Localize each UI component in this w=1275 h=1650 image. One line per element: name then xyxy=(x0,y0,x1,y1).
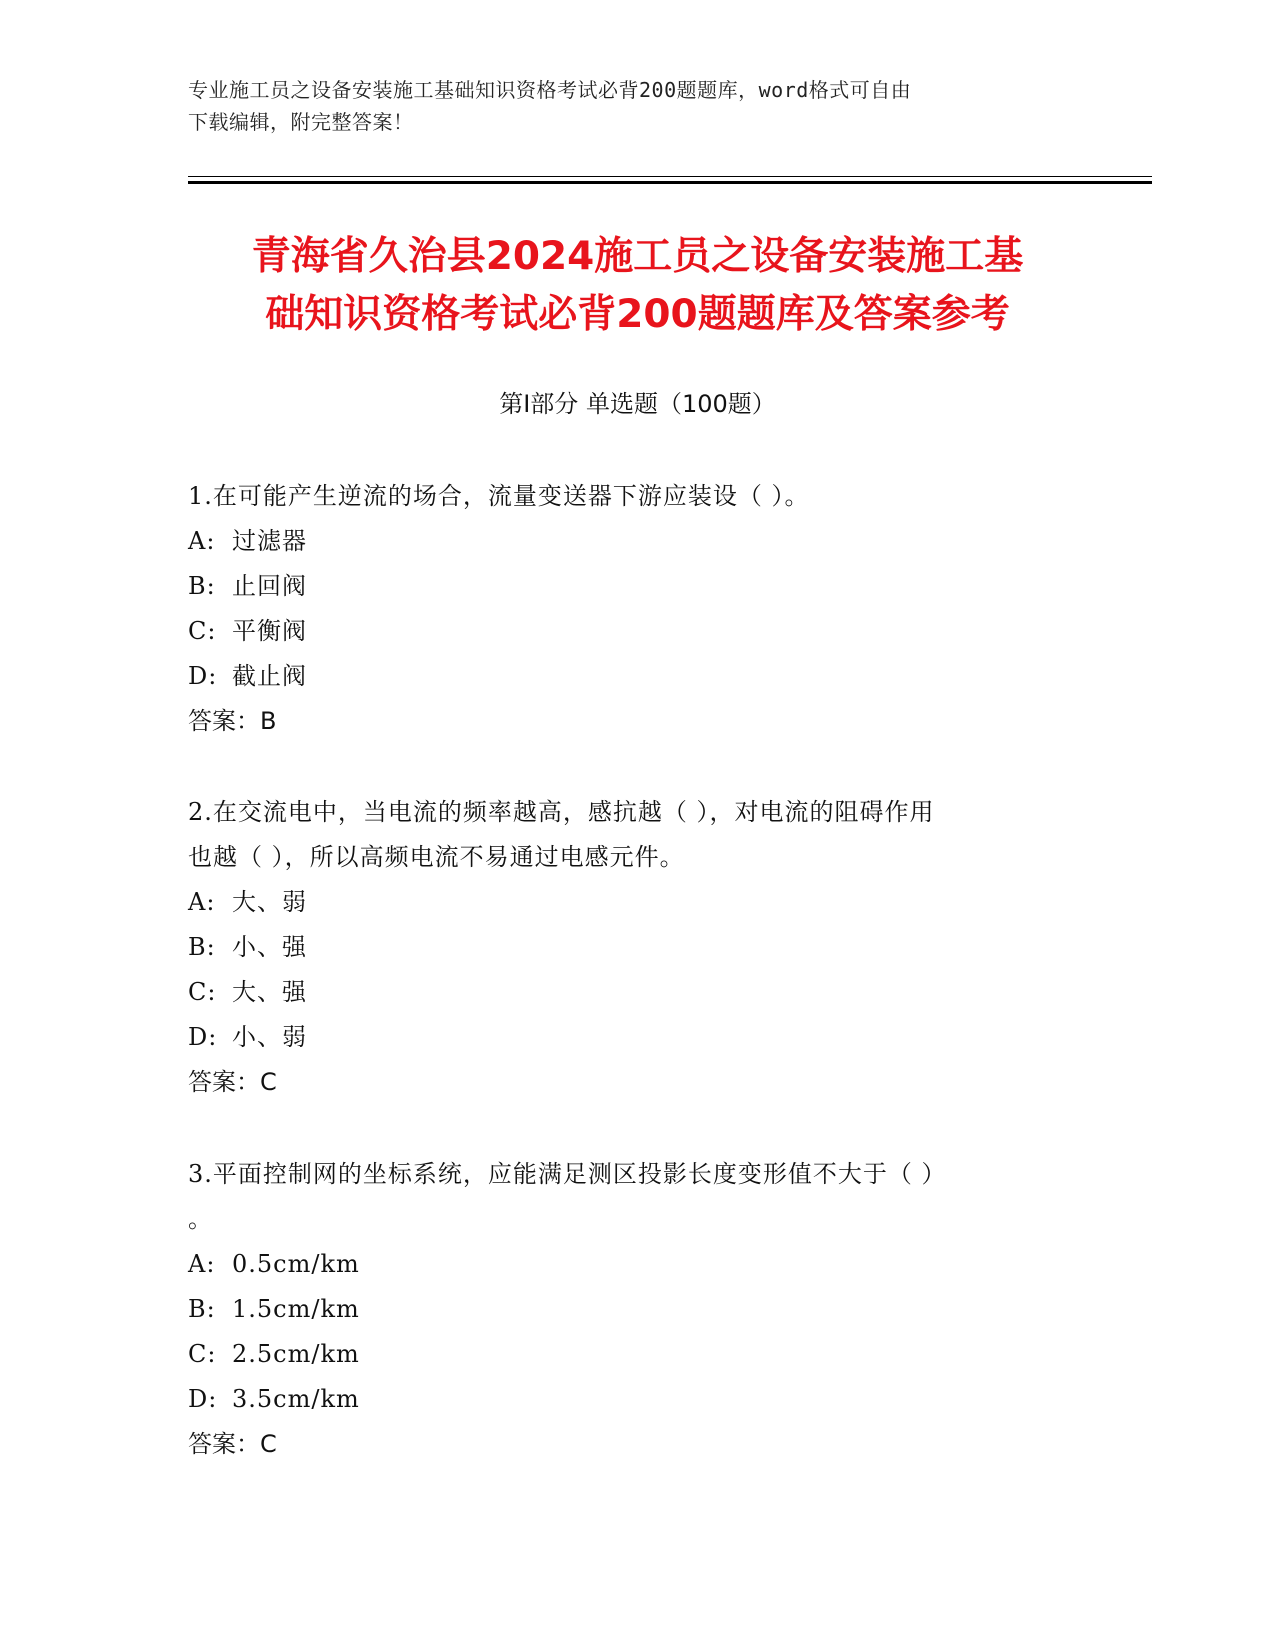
question-stem-line-1: 2.在交流电中，当电流的频率越高，感抗越（ ），对电流的阻碍作用 xyxy=(188,798,935,826)
option-text: 1.5cm/km xyxy=(232,1295,360,1323)
question-stem-line-2: 。 xyxy=(188,1205,213,1233)
question-stem-line-2: 也越（ ），所以高频电流不易通过电感元件。 xyxy=(188,843,685,871)
option-text: 大、强 xyxy=(232,978,307,1006)
option-c xyxy=(188,609,1088,654)
answer-line: 答案：B xyxy=(188,707,277,735)
option-key: C: xyxy=(188,978,217,1006)
option-b xyxy=(188,925,1088,970)
option-key: D: xyxy=(188,1385,218,1413)
option-text: 过滤器 xyxy=(232,527,307,555)
header-note-line-2: 下载编辑，附完整答案！ xyxy=(188,110,414,134)
option-c xyxy=(188,970,1088,1015)
option-text: 截止阀 xyxy=(232,662,307,690)
answer-line: 答案：C xyxy=(188,1068,277,1096)
question-stem: 1.在可能产生逆流的场合，流量变送器下游应装设（ ）。 xyxy=(188,482,810,510)
option-text: 3.5cm/km xyxy=(232,1385,360,1413)
option-d xyxy=(188,1377,1088,1422)
option-text: 小、强 xyxy=(232,933,307,961)
header-note xyxy=(188,74,1088,138)
option-text: 小、弱 xyxy=(232,1023,307,1051)
header-divider-thin xyxy=(188,176,1152,177)
option-a xyxy=(188,880,1088,925)
option-key: C: xyxy=(188,617,217,645)
answer-line: 答案：C xyxy=(188,1430,277,1458)
option-d xyxy=(188,1015,1088,1060)
option-a xyxy=(188,519,1088,564)
option-key: B: xyxy=(188,933,216,961)
question-1 xyxy=(188,474,1088,744)
option-key: D: xyxy=(188,662,218,690)
option-text: 止回阀 xyxy=(232,572,307,600)
option-text: 2.5cm/km xyxy=(232,1340,360,1368)
document-title-line-2: 础知识资格考试必背200题题库及答案参考 xyxy=(265,292,1010,337)
question-3 xyxy=(188,1152,1088,1467)
section-title: 第Ⅰ部分 单选题（100题） xyxy=(499,390,776,418)
option-key: A: xyxy=(188,1250,216,1278)
option-key: A: xyxy=(188,888,216,916)
option-key: C: xyxy=(188,1340,217,1368)
option-a xyxy=(188,1242,1088,1287)
option-text: 大、弱 xyxy=(232,888,307,916)
option-key: D: xyxy=(188,1023,218,1051)
question-2 xyxy=(188,790,1088,1105)
header-note-line-1: 专业施工员之设备安装施工基础知识资格考试必背200题题库，word格式可自由 xyxy=(188,78,912,102)
option-key: B: xyxy=(188,1295,216,1323)
option-d xyxy=(188,654,1088,699)
option-b xyxy=(188,564,1088,609)
option-b xyxy=(188,1287,1088,1332)
option-c xyxy=(188,1332,1088,1377)
document-title-line-1: 青海省久治县2024施工员之设备安装施工基 xyxy=(251,234,1024,279)
document-title xyxy=(150,228,1125,344)
header-divider-thick xyxy=(188,181,1152,184)
option-text: 0.5cm/km xyxy=(232,1250,360,1278)
option-key: A: xyxy=(188,527,216,555)
option-text: 平衡阀 xyxy=(232,617,307,645)
option-key: B: xyxy=(188,572,216,600)
question-stem-line-1: 3.平面控制网的坐标系统，应能满足测区投影长度变形值不大于（ ） xyxy=(188,1160,947,1188)
